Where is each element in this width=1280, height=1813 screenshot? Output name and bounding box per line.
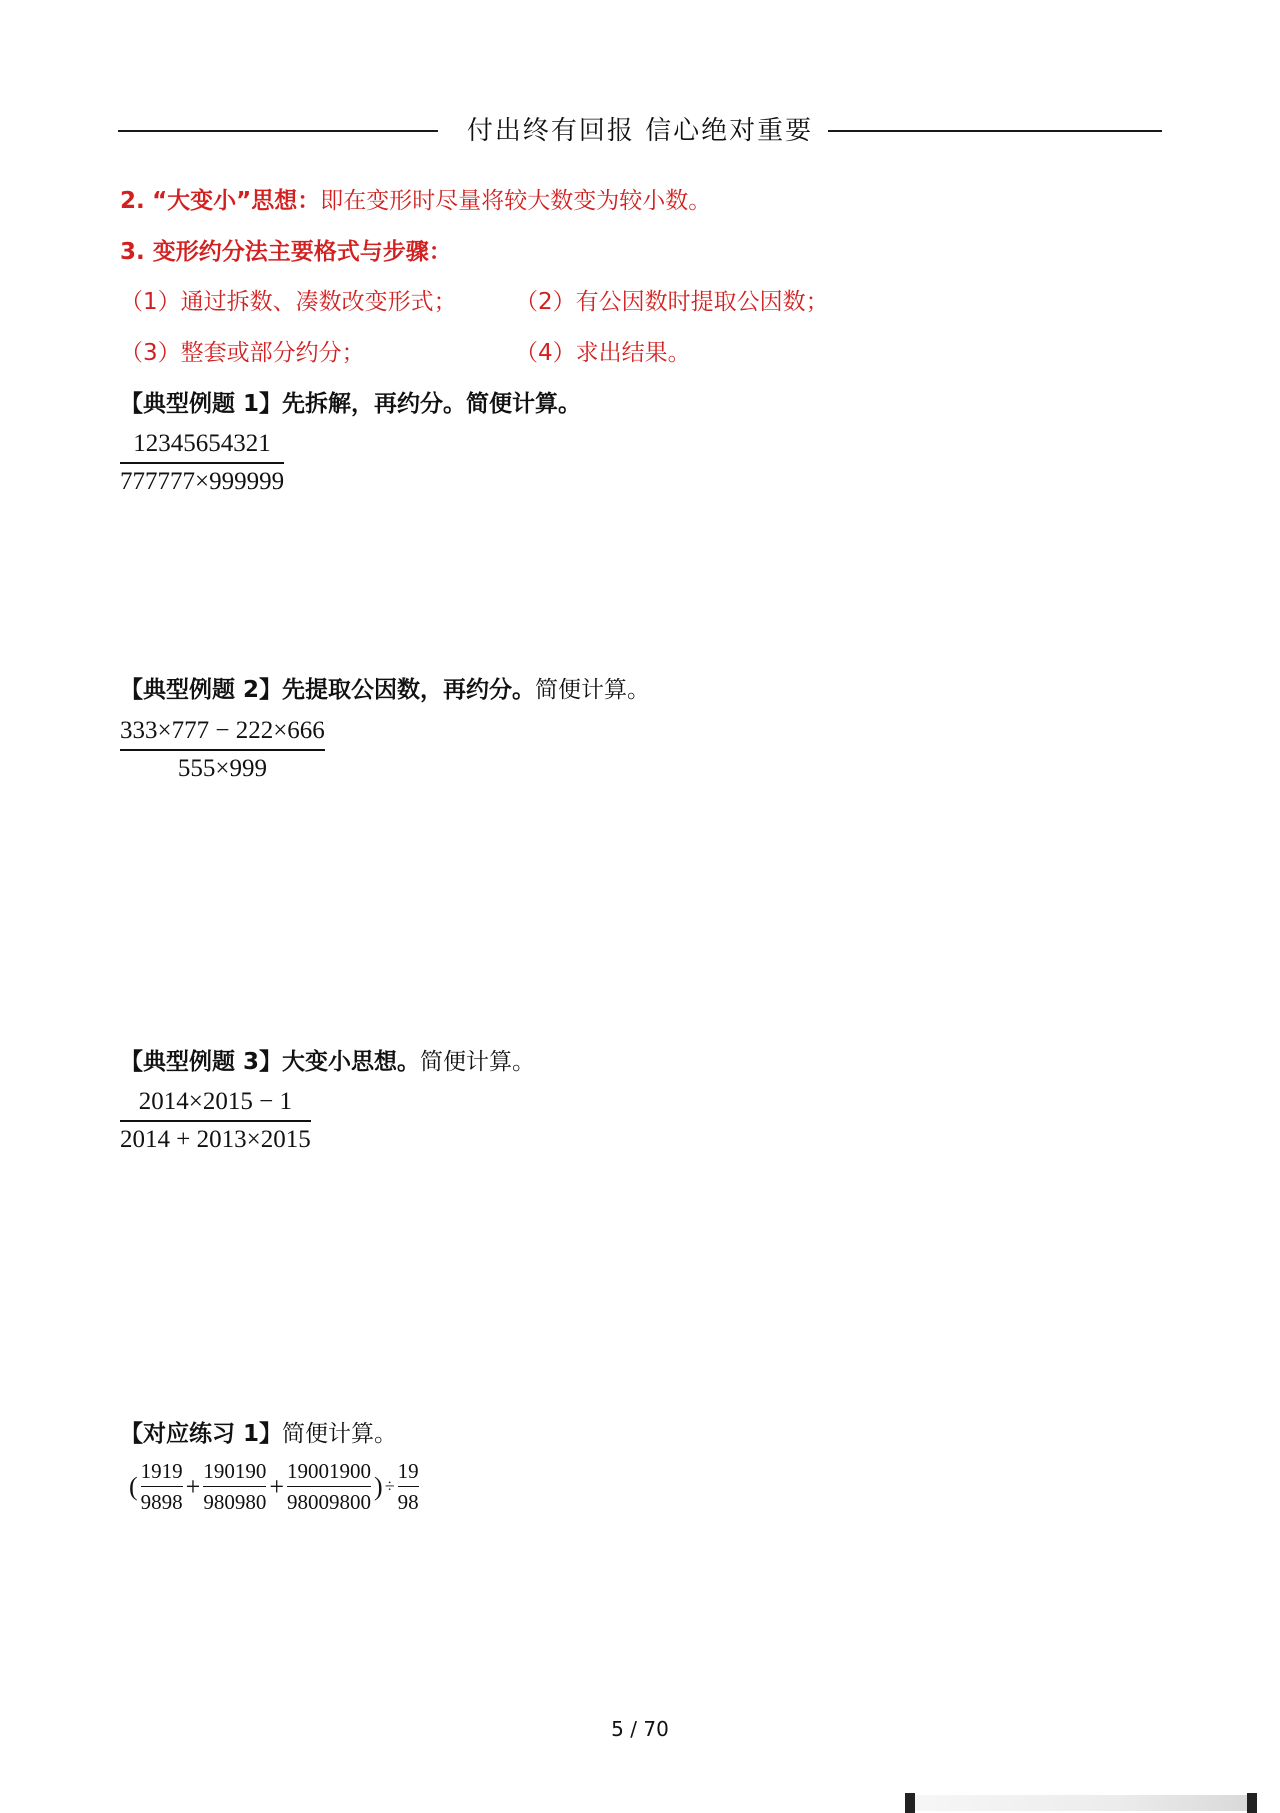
page-indicator: 5 / 70 bbox=[611, 1717, 669, 1741]
fraction-numerator: 19001900 bbox=[287, 1459, 372, 1483]
point-3-number: 3. bbox=[120, 239, 145, 265]
fraction-denominator: 980980 bbox=[203, 1490, 267, 1515]
header-motto: 付出终有回报 信心绝对重要 bbox=[0, 113, 1280, 149]
fraction-bar bbox=[141, 1486, 183, 1487]
plus-sign: + bbox=[185, 1471, 201, 1501]
practice-fraction-2 bbox=[203, 1458, 266, 1515]
fraction-denominator: 98009800 bbox=[287, 1490, 372, 1515]
plus-sign: + bbox=[269, 1471, 285, 1501]
fraction-bar bbox=[120, 462, 284, 464]
step-3: （3）整套或部分约分； bbox=[120, 340, 365, 366]
fraction-denominator: 98 bbox=[397, 1490, 419, 1515]
example-3-label: 【典型例题 3】 bbox=[120, 1049, 283, 1075]
example-2-denominator: 555×999 bbox=[177, 754, 267, 782]
fraction-numerator: 190190 bbox=[203, 1459, 267, 1483]
step-1: （1）通过拆数、凑数改变形式； bbox=[120, 289, 457, 315]
divide-sign: ÷ bbox=[384, 1476, 395, 1497]
example-2-instruction-rest: 简便计算。 bbox=[535, 677, 651, 703]
example-2-numerator: 333×777 − 222×666 bbox=[120, 717, 325, 744]
example-3-title bbox=[120, 1046, 535, 1078]
fraction-bar bbox=[287, 1486, 371, 1487]
scrollbar-left-end[interactable] bbox=[905, 1793, 915, 1813]
scrollbar-right-end[interactable] bbox=[1247, 1793, 1257, 1813]
fraction-denominator: 9898 bbox=[140, 1490, 183, 1515]
fraction-numerator: 1919 bbox=[140, 1459, 183, 1483]
step-2: （2）有公因数时提取公因数； bbox=[515, 289, 829, 315]
point-2-heading: “大变小”思想： bbox=[152, 188, 321, 214]
practice-1-label: 【对应练习 1】 bbox=[120, 1421, 283, 1447]
example-2-instruction: 先提取公因数，再约分。 bbox=[282, 677, 536, 703]
example-3-numerator: 2014×2015 − 1 bbox=[138, 1088, 292, 1115]
fraction-bar bbox=[120, 1120, 311, 1122]
example-3-instruction: 大变小思想。 bbox=[282, 1049, 421, 1075]
example-1-title bbox=[120, 388, 581, 420]
practice-1-instruction: 简便计算。 bbox=[282, 1421, 398, 1447]
example-3-instruction-rest: 简便计算。 bbox=[420, 1049, 536, 1075]
example-3-denominator: 2014 + 2013×2015 bbox=[120, 1125, 311, 1153]
example-1-denominator: 777777×999999 bbox=[120, 467, 285, 495]
practice-1-expression bbox=[128, 1458, 421, 1515]
example-1-numerator: 12345654321 bbox=[133, 430, 271, 457]
horizontal-scrollbar[interactable] bbox=[905, 1795, 1257, 1811]
point-2-text: 即在变形时尽量将较大数变为较小数。 bbox=[320, 188, 712, 214]
example-1-fraction bbox=[120, 428, 284, 498]
fraction-bar bbox=[203, 1486, 266, 1487]
example-2-label: 【典型例题 2】 bbox=[120, 677, 283, 703]
practice-fraction-1 bbox=[141, 1458, 183, 1515]
point-2-number: 2. bbox=[120, 188, 145, 214]
point-3-heading: 变形约分法主要格式与步骤： bbox=[152, 239, 452, 265]
open-paren: ( bbox=[129, 1471, 138, 1501]
practice-1-title bbox=[120, 1418, 397, 1450]
close-paren: ) bbox=[374, 1471, 383, 1501]
step-4: （4）求出结果。 bbox=[515, 340, 691, 366]
example-2-fraction bbox=[120, 715, 325, 785]
practice-divisor bbox=[398, 1458, 419, 1515]
example-1-instruction: 先拆解，再约分。简便计算。 bbox=[282, 391, 582, 417]
example-1-label: 【典型例题 1】 bbox=[120, 391, 283, 417]
fraction-bar bbox=[398, 1486, 419, 1487]
point-3 bbox=[120, 236, 452, 268]
fraction-bar bbox=[120, 749, 325, 751]
point-2 bbox=[120, 185, 711, 217]
practice-fraction-3 bbox=[287, 1458, 371, 1515]
example-2-title bbox=[120, 674, 650, 706]
fraction-numerator: 19 bbox=[397, 1459, 419, 1483]
example-3-fraction bbox=[120, 1086, 311, 1156]
